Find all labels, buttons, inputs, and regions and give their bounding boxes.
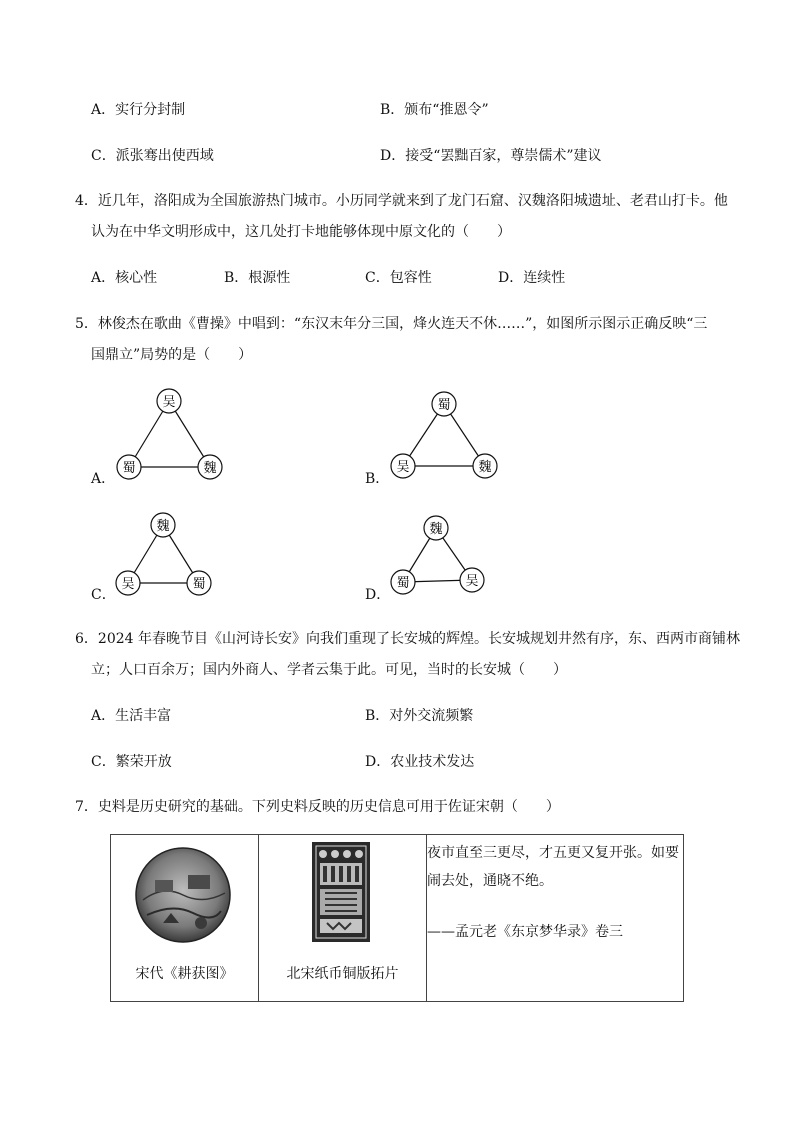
q5-c-node-right: 蜀 [192, 577, 206, 592]
q5-b-node-left: 吴 [396, 460, 410, 475]
q5-d-node-top: 魏 [429, 522, 443, 537]
q5-option-a-label: A． [91, 471, 116, 487]
q3-option-c: C．派张骞出使西域 [91, 148, 214, 164]
banknote-rubbing-image [311, 841, 371, 943]
q4-stem-line2: 认为在中华文明形成中，这几处打卡地能够体现中原文化的（ ） [91, 224, 511, 240]
q5-stem-line2: 国鼎立”局势的是（ ） [91, 347, 253, 363]
q5-option-d-label: D． [365, 587, 391, 603]
q5-a-node-top: 吴 [162, 395, 176, 410]
q5-a-node-left: 蜀 [122, 461, 136, 476]
q7-cell-painting [111, 835, 258, 1001]
q5-c-node-top: 魏 [156, 519, 170, 534]
q5-a-node-right: 魏 [203, 461, 217, 476]
banknote-caption: 北宋纸币铜版拓片 [286, 966, 399, 982]
q4-option-d: D．连续性 [498, 270, 566, 286]
q4-stem-line1: 4．近几年，洛阳成为全国旅游热门城市。小历同学就来到了龙门石窟、汉魏洛阳城遗址、老君山打卡。他 [75, 193, 728, 209]
q5-diagram-a [110, 385, 230, 485]
q7-source-table [110, 834, 684, 1002]
q6-stem-line1: 6．2024 年春晚节目《山河诗长安》向我们重现了长安城的辉煌。长安城规划井然有序，东、西两市商铺林 [75, 631, 740, 647]
q3-option-d: D．接受“罢黜百家，尊崇儒术”建议 [380, 148, 602, 164]
q7-cell-quote [427, 835, 685, 1001]
q5-c-node-left: 吴 [121, 577, 135, 592]
q5-b-node-top: 蜀 [437, 398, 451, 413]
q4-option-b: B．根源性 [224, 270, 291, 286]
q5-stem-line1: 5．林俊杰在歌曲《曹操》中唱到：“东汉末年分三国，烽火连天不休……”，如图所示图示正确反映“三 [75, 316, 708, 332]
q3-option-a: A．实行分封制 [91, 102, 186, 118]
q4-option-a: A．核心性 [91, 270, 158, 286]
q5-d-node-left: 蜀 [396, 576, 410, 591]
q5-diagram-c [112, 509, 222, 599]
q7-cell-banknote [259, 835, 426, 1001]
q5-d-node-right: 吴 [465, 574, 479, 589]
q5-diagram-d [387, 512, 497, 602]
q7-stem: 7．史料是历史研究的基础。下列史料反映的历史信息可用于佐证宋朝（ ） [75, 799, 560, 815]
quote-source: ——孟元老《东京梦华录》卷三 [427, 924, 623, 940]
q5-b-node-right: 魏 [478, 460, 492, 475]
q3-option-b: B．颁布“推恩令” [380, 102, 489, 118]
q5-diagram-b [384, 388, 504, 488]
q6-stem-line2: 立；人口百余万；国内外商人、学者云集于此。可见，当时的长安城（ ） [91, 662, 567, 678]
q6-option-b: B．对外交流频繁 [365, 708, 474, 724]
q4-option-c: C．包容性 [365, 270, 432, 286]
q6-option-a: A．生活丰富 [91, 708, 172, 724]
painting-image [133, 845, 233, 945]
q5-option-c-label: C． [91, 587, 116, 603]
q5-option-b-label: B． [365, 471, 390, 487]
quote-text: 夜市直至三更尽，才五更又复开张。如要闹去处，通晓不绝。 [427, 845, 679, 889]
painting-caption: 宋代《耕获图》 [135, 966, 234, 982]
q6-option-d: D．农业技术发达 [365, 754, 475, 770]
q6-option-c: C．繁荣开放 [91, 754, 172, 770]
